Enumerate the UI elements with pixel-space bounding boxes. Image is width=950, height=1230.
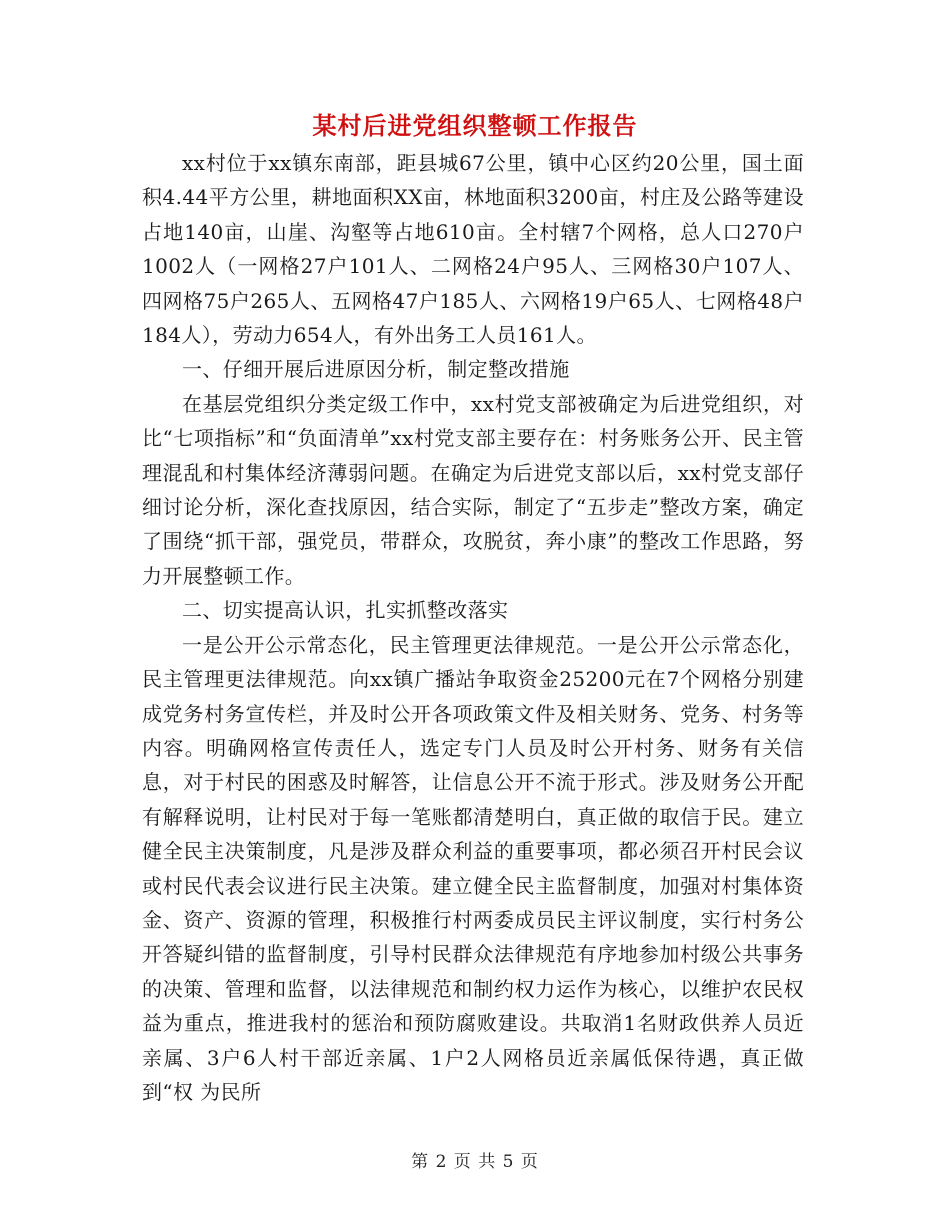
paragraph-cause-analysis: 在基层党组织分类定级工作中，xx村党支部被确定为后进党组织，对比“七项指标”和“负面清单”xx村党支部主要存在：村务账务公开、民主管理混乱和村集体经济薄弱问题。在确定为后进党支部以后，xx村党支部仔细讨论分析，深化查找原因，结合实际，制定了“五步走”整改方案，确定了围绕“抓干部，强党员，带群众，攻脱贫，奔小康”的整改工作思路，努力开展整顿工作。	[142, 391, 804, 588]
document-body	[142, 146, 825, 1109]
document-title: 某村后进党组织整顿工作报告	[312, 111, 638, 140]
page-footer: 第 2 页 共 5 页	[411, 1152, 539, 1172]
section-heading-1: 一、仔细开展后进原因分析，制定整改措施	[182, 357, 570, 382]
paragraph-public-disclosure: 一是公开公示常态化，民主管理更法律规范。一是公开公示常态化，民主管理更法律规范。向xx镇广播站争取资金25200元在7个网格分别建成党务村务宣传栏，并及时公开各项政策文件及相关财务、党务、村务等内容。明确网格宣传责任人，选定专门人员及时公开村务、财务有关信息，对于村民的困惑及时解答，让信息公开不流于形式。涉及财务公开配有解释说明，让村民对于每一笔账都清楚明白，真正做的取信于民。建立健全民主决策制度，凡是涉及群众利益的重要事项，都必须召开村民会议或村民代表会议进行民主决策。建立健全民主监督制度，加强对村集体资金、资产、资源的管理，积极推行村两委成员民主评议制度，实行村务公开答疑纠错的监督制度，引导村民群众法律规范有序地参加村级公共事务的决策、管理和监督，以法律规范和制约权力运作为核心，以维护农民权益为重点，推进我村的惩治和预防腐败建设。共取消1名财政供养人员近亲属、3户6人村干部近亲属、1户2人网格员近亲属低保待遇，真正做到“权 为民所	[142, 632, 804, 1104]
section-heading-2: 二、切实提高认识，扎实抓整改落实	[182, 598, 509, 623]
paragraph-village-overview: xx村位于xx镇东南部，距县城67公里，镇中心区约20公里，国土面积4.44平方公里，耕地面积XX亩，林地面积3200亩，村庄及公路等建设占地140亩，山崖、沟壑等占地610亩。全村辖7个网格，总人口270户1002人（一网格27户101人、二网格24户95人、三网格30户107人、四网格75户265人、五网格47户185人、六网格19户65人、七网格48户 184人），劳动力654人，有外出务工人员161人。	[142, 151, 825, 348]
